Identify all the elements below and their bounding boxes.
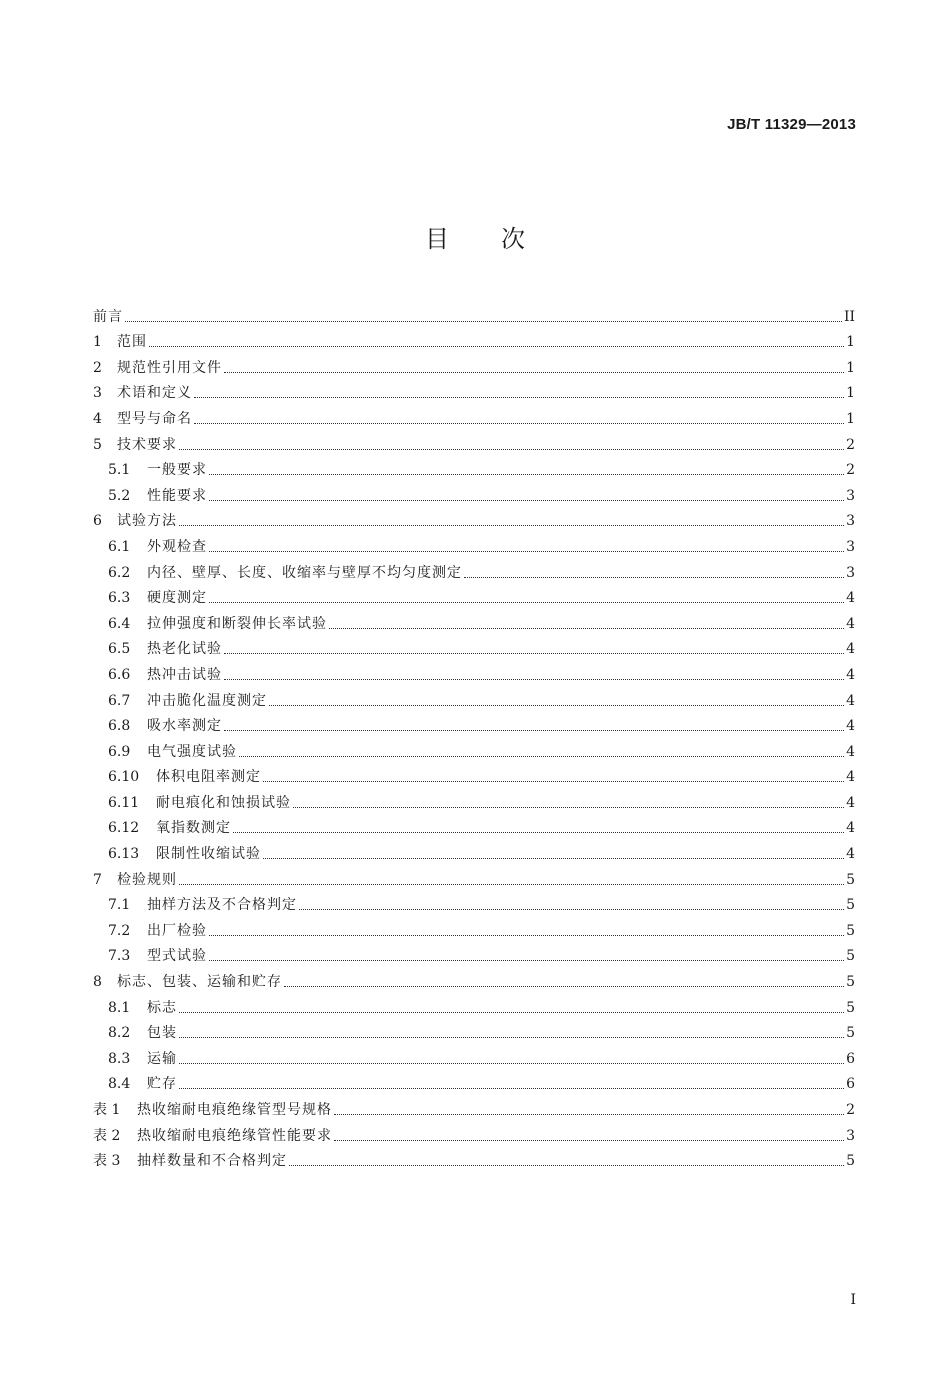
toc-entry-page: 3	[846, 538, 855, 555]
toc-dot-leader	[209, 473, 844, 475]
toc-dot-leader	[284, 985, 844, 987]
toc-entry-title: 拉伸强度和断裂伸长率试验	[147, 615, 327, 632]
toc-entry-number: 表 3	[93, 1153, 121, 1170]
toc-entry-page: 4	[846, 794, 855, 811]
toc-entry[interactable]	[93, 300, 855, 326]
toc-entry[interactable]	[93, 1145, 855, 1171]
toc-entry-title: 内径、壁厚、长度、收缩率与壁厚不均匀度测定	[147, 564, 462, 581]
toc-entry-number: 2	[93, 359, 102, 376]
toc-entry-title: 氧指数测定	[156, 820, 231, 837]
toc-entry-number: 8.1	[108, 999, 131, 1016]
toc-dot-leader	[224, 729, 844, 731]
toc-entry-title: 热收缩耐电痕绝缘管型号规格	[137, 1102, 332, 1118]
toc-entry-number: 6.10	[108, 769, 140, 786]
toc-entry-number: 6	[93, 513, 102, 530]
toc-entry-title: 热老化试验	[147, 641, 222, 658]
toc-entry[interactable]	[93, 837, 855, 863]
page-number: I	[850, 1292, 856, 1308]
toc-entry-number: 6.9	[108, 743, 131, 760]
toc-entry-title: 术语和定义	[117, 385, 192, 402]
toc-entry-number: 6.5	[108, 641, 131, 658]
toc-entry-number: 8.4	[108, 1076, 131, 1093]
toc-entry-page: 4	[846, 615, 855, 632]
toc-dot-leader	[329, 627, 844, 629]
toc-dot-leader	[194, 396, 844, 398]
toc-entry[interactable]	[93, 761, 855, 787]
toc-entry-page: 1	[846, 385, 855, 402]
toc-entry-number: 7.1	[108, 897, 131, 914]
toc-dot-leader	[209, 601, 844, 603]
toc-entry[interactable]	[93, 1068, 855, 1094]
toc-dot-leader	[209, 934, 844, 936]
toc-entry-number: 7	[93, 871, 102, 888]
toc-entry-title: 包装	[147, 1025, 177, 1042]
toc-dot-leader	[209, 550, 844, 552]
toc-entry-title: 前言	[93, 308, 123, 325]
toc-entry-title: 电气强度试验	[147, 743, 237, 760]
toc-entry-page: 4	[846, 590, 855, 607]
toc-entry-page: 5	[846, 999, 855, 1016]
toc-entry-title: 技术要求	[117, 436, 177, 453]
toc-entry[interactable]	[93, 1093, 855, 1119]
toc-entry-page: 2	[846, 1102, 855, 1118]
toc-dot-leader	[293, 806, 844, 808]
toc-entry-page: 5	[846, 1025, 855, 1042]
toc-entry-title: 规范性引用文件	[117, 359, 222, 376]
toc-dot-leader	[179, 448, 844, 450]
toc-entry-number: 7.2	[108, 922, 131, 939]
toc-dot-leader	[224, 371, 844, 373]
toc-entry[interactable]	[93, 633, 855, 659]
toc-dot-leader	[194, 422, 844, 424]
toc-entry-page: 4	[846, 692, 855, 709]
toc-entry[interactable]	[93, 377, 855, 403]
toc-entry[interactable]	[93, 1017, 855, 1043]
toc-entry-title: 型号与命名	[117, 410, 192, 427]
toc-entry-title: 贮存	[147, 1076, 177, 1093]
toc-dot-leader	[179, 1087, 844, 1089]
toc-entry-page: 3	[846, 513, 855, 530]
toc-entry[interactable]	[93, 889, 855, 915]
toc-entry-page: 6	[846, 1076, 855, 1093]
toc-entry[interactable]	[93, 530, 855, 556]
toc-entry-number: 7.3	[108, 948, 131, 965]
toc-entry-number: 6.1	[108, 538, 131, 555]
toc-entry[interactable]	[93, 326, 855, 352]
toc-entry-title: 一般要求	[147, 462, 207, 479]
toc-entry-page: 4	[846, 666, 855, 683]
toc-entry[interactable]	[93, 1119, 855, 1145]
toc-entry-title: 抽样方法及不合格判定	[147, 897, 297, 914]
toc-entry[interactable]	[93, 658, 855, 684]
toc-entry-number: 6.13	[108, 846, 140, 863]
toc-entry-page: 1	[846, 410, 855, 427]
toc-entry-number: 1	[93, 334, 102, 351]
toc-entry[interactable]	[93, 556, 855, 582]
toc-entry-page: 1	[846, 334, 855, 351]
toc-entry-page: 5	[846, 1153, 855, 1170]
toc-entry-page: 1	[846, 359, 855, 376]
toc-entry-title: 出厂检验	[147, 922, 207, 939]
toc-entry-page: 5	[846, 922, 855, 939]
toc-entry[interactable]	[93, 505, 855, 531]
toc-dot-leader	[179, 1011, 844, 1013]
toc-entry-title: 性能要求	[147, 487, 207, 504]
toc-entry[interactable]	[93, 786, 855, 812]
toc-entry-number: 6.8	[108, 718, 131, 735]
toc-entry-number: 8.2	[108, 1025, 131, 1042]
toc-dot-leader	[224, 678, 844, 680]
toc-entry-page: 2	[846, 436, 855, 453]
toc-entry-number: 6.12	[108, 820, 140, 837]
toc-entry-page: 4	[846, 769, 855, 786]
toc-entry-title: 抽样数量和不合格判定	[137, 1153, 287, 1170]
toc-entry-title: 试验方法	[117, 513, 177, 530]
toc-entry-number: 3	[93, 385, 102, 402]
toc-entry-number: 表 1	[93, 1102, 121, 1118]
toc-entry-page: 6	[846, 1050, 855, 1067]
toc-dot-leader	[179, 1062, 844, 1064]
toc-entry-number: 6.3	[108, 590, 131, 607]
toc-entry[interactable]	[93, 479, 855, 505]
toc-entry-number: 6.11	[108, 794, 140, 811]
toc-entry-number: 5	[93, 436, 102, 453]
toc-entry[interactable]	[93, 402, 855, 428]
toc-entry-title: 热收缩耐电痕绝缘管性能要求	[137, 1127, 332, 1144]
toc-entry-number: 6.2	[108, 564, 131, 581]
toc-entry-title: 硬度测定	[147, 590, 207, 607]
toc-entry-page: 3	[846, 487, 855, 504]
toc-entry[interactable]	[93, 454, 855, 480]
toc-dot-leader	[209, 959, 844, 961]
toc-entry-title: 外观检查	[147, 538, 207, 555]
toc-entry-number: 6.6	[108, 666, 131, 683]
toc-entry[interactable]	[93, 607, 855, 633]
toc-entry-page: 5	[846, 897, 855, 914]
document-code: JB/T 11329—2013	[727, 116, 856, 133]
toc-entry[interactable]	[93, 991, 855, 1017]
toc-entry-number: 表 2	[93, 1127, 121, 1144]
toc-entry-title: 范围	[117, 334, 147, 351]
toc-dot-leader	[179, 1036, 844, 1038]
toc-entry-page: 4	[846, 718, 855, 735]
toc-entry[interactable]	[93, 812, 855, 838]
toc-dot-leader	[209, 499, 844, 501]
toc-entry-title: 体积电阻率测定	[156, 769, 261, 786]
toc-entry-page: 4	[846, 820, 855, 837]
toc-dot-leader	[464, 576, 844, 578]
toc-dot-leader	[233, 831, 844, 833]
toc-entry-title: 冲击脆化温度测定	[147, 692, 267, 709]
toc-entry[interactable]	[93, 710, 855, 736]
toc-entry-number: 6.4	[108, 615, 131, 632]
toc-dot-leader	[263, 857, 844, 859]
toc-entry[interactable]	[93, 684, 855, 710]
toc-dot-leader	[239, 755, 844, 757]
toc-entry-title: 运输	[147, 1050, 177, 1067]
toc-entry[interactable]	[93, 863, 855, 889]
toc-entry-page: 5	[846, 974, 855, 991]
toc-heading: 目次	[425, 225, 577, 253]
toc-entry-page: 4	[846, 641, 855, 658]
toc-entry-title: 标志、包装、运输和贮存	[117, 974, 282, 991]
toc-dot-leader	[334, 1113, 844, 1115]
toc-dot-leader	[334, 1139, 844, 1141]
toc-dot-leader	[125, 320, 842, 322]
toc-dot-leader	[149, 345, 844, 347]
toc-entry[interactable]	[93, 351, 855, 377]
toc-entry[interactable]	[93, 965, 855, 991]
toc-entry-number: 8.3	[108, 1050, 131, 1067]
toc-entry-title: 标志	[147, 999, 177, 1016]
toc-entry-page: 3	[846, 1127, 855, 1144]
toc-entry-number: 8	[93, 974, 102, 991]
toc-entry-page: 4	[846, 846, 855, 863]
toc-entry-page: 5	[846, 948, 855, 965]
toc-entry[interactable]	[93, 1042, 855, 1068]
toc-dot-leader	[299, 908, 844, 910]
toc-entry-title: 限制性收缩试验	[156, 846, 261, 863]
toc-entry-title: 检验规则	[117, 871, 177, 888]
toc-dot-leader	[179, 883, 844, 885]
toc-entry[interactable]	[93, 940, 855, 966]
toc-entry[interactable]	[93, 582, 855, 608]
toc-entry-page: 5	[846, 871, 855, 888]
toc-entry-title: 型式试验	[147, 948, 207, 965]
toc-entry-number: 6.7	[108, 692, 131, 709]
toc-entry[interactable]	[93, 914, 855, 940]
table-of-contents	[93, 300, 855, 1170]
toc-dot-leader	[224, 652, 844, 654]
toc-entry-title: 耐电痕化和蚀损试验	[156, 794, 291, 811]
toc-dot-leader	[263, 780, 844, 782]
toc-dot-leader	[269, 704, 844, 706]
toc-entry-page: 2	[846, 462, 855, 479]
toc-entry[interactable]	[93, 735, 855, 761]
toc-entry-page: 4	[846, 743, 855, 760]
toc-entry-title: 热冲击试验	[147, 666, 222, 683]
toc-dot-leader	[289, 1164, 844, 1166]
toc-entry-page: II	[843, 308, 855, 325]
toc-entry-number: 5.1	[108, 462, 131, 479]
toc-dot-leader	[179, 524, 844, 526]
toc-entry-number: 4	[93, 410, 102, 427]
toc-entry-title: 吸水率测定	[147, 718, 222, 735]
toc-entry[interactable]	[93, 428, 855, 454]
toc-entry-number: 5.2	[108, 487, 131, 504]
toc-entry-page: 3	[846, 564, 855, 581]
